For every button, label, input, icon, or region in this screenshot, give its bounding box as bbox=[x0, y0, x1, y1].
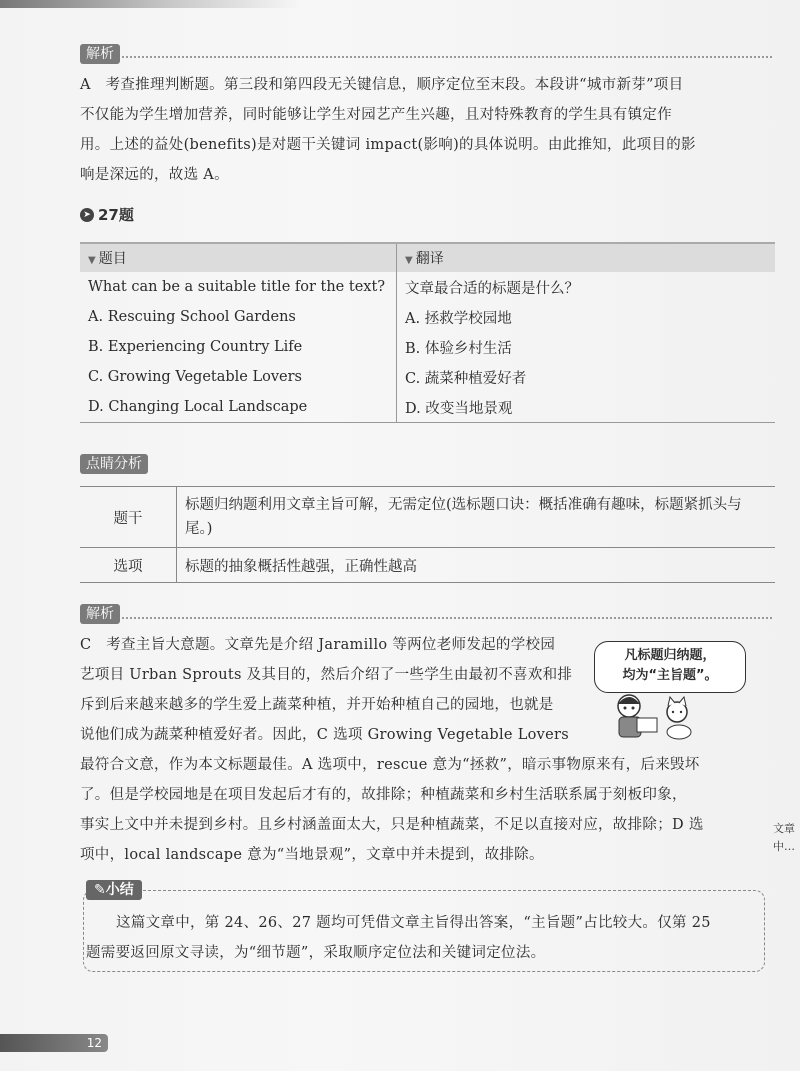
analysis-1-text bbox=[80, 70, 770, 190]
option-en: C. Growing Vegetable Lovers bbox=[88, 369, 302, 385]
row-label: 题干 bbox=[80, 487, 177, 548]
dotted-divider bbox=[122, 56, 772, 58]
question-zh: 文章最合适的标题是什么？ bbox=[397, 272, 776, 302]
analysis-1-line: A 考查推理判断题。第三段和第四段无关键信息，顺序定位至末段。本段讲“城市新芽”项目 bbox=[80, 77, 684, 93]
analysis-2-line: 斥到后来越来越多的学生爱上蔬菜种植，并开始种植自己的园地，也就是 bbox=[80, 697, 554, 713]
key-analysis-table bbox=[80, 486, 775, 583]
analysis-tag-2: 解析 bbox=[80, 604, 120, 624]
question-heading-label: 27题 bbox=[98, 206, 134, 224]
key-analysis-tag: 点睛分析 bbox=[80, 454, 148, 474]
option-en: B. Experiencing Country Life bbox=[88, 339, 303, 355]
question-table bbox=[80, 242, 775, 423]
analysis-2-line: 最符合文意，作为本文标题最佳。A 选项中，rescue 意为“拯救”，暗示事物原来有，后来毁坏 bbox=[80, 757, 700, 773]
triangle-down-icon: ▼ bbox=[405, 255, 413, 266]
analysis-1-line: 用。上述的益处(benefits)是对题干关键词 impact(影响)的具体说明。由此推知，此项目的影 bbox=[80, 137, 696, 153]
option-en: A. Rescuing School Gardens bbox=[88, 309, 296, 325]
row-text: 标题的抽象概括性越强，正确性越高 bbox=[177, 548, 776, 583]
top-shadow-strip bbox=[0, 0, 300, 8]
analysis-2-line: C 考查主旨大意题。文章先是介绍 Jaramillo 等两位老师发起的学校园 bbox=[80, 637, 556, 653]
column-header-question: ▼ 题目 bbox=[80, 243, 397, 272]
analysis-1-line: 响是深远的，故选 A。 bbox=[80, 167, 229, 183]
summary-text bbox=[86, 908, 756, 968]
option-zh: C. 蔬菜种植爱好者 bbox=[397, 362, 776, 392]
analysis-2-line: 了。但是学校园地是在项目发起后才有的，故排除；种植蔬菜和乡村生活联系属于刻板印象， bbox=[80, 787, 687, 803]
summary-line: 题需要返回原文寻读，为“细节题”，采取顺序定位法和关键词定位法。 bbox=[86, 945, 546, 961]
option-zh: D. 改变当地景观 bbox=[397, 392, 776, 423]
pencil-icon: ✎ bbox=[94, 882, 106, 898]
analysis-2-text-wide bbox=[80, 750, 770, 870]
table-row bbox=[80, 362, 775, 392]
table-row bbox=[80, 272, 775, 302]
option-en: D. Changing Local Landscape bbox=[80, 392, 397, 423]
page-number: 12 bbox=[0, 1034, 108, 1052]
table-row bbox=[80, 332, 775, 362]
option-zh: B. 体验乡村生活 bbox=[397, 332, 776, 362]
table-row bbox=[80, 487, 775, 548]
analysis-2-text-narrow bbox=[80, 630, 590, 750]
table-row bbox=[80, 548, 775, 583]
question-en: What can be a suitable title for the text? bbox=[88, 279, 386, 295]
analysis-1-line: 不仅能为学生增加营养，同时能够让学生对园艺产生兴趣，且对特殊教育的学生具有镇定作 bbox=[80, 107, 672, 123]
row-text: 标题归纳题利用文章主旨可解，无需定位(选标题口诀：概括准确有趣味，标题紧抓头与尾。) bbox=[177, 487, 776, 548]
arrow-circle-icon: ➤ bbox=[80, 208, 94, 222]
analysis-2-line: 说他们成为蔬菜种植爱好者。因此，C 选项 Growing Vegetable Lovers bbox=[80, 727, 570, 743]
analysis-2-line: 项中，local landscape 意为“当地景观”，文章中并未提到，故排除。 bbox=[80, 847, 544, 863]
triangle-down-icon: ▼ bbox=[88, 255, 96, 266]
analysis-2-line: 事实上文中并未提到乡村。且乡村涵盖面太大，只是种植蔬菜，不足以直接对应，故排除；D 选 bbox=[80, 817, 704, 833]
summary-tag: ✎小结 bbox=[86, 880, 142, 900]
row-label: 选项 bbox=[80, 548, 177, 583]
analysis-tag-1: 解析 bbox=[80, 44, 120, 64]
column-header-translation: ▼ 翻译 bbox=[397, 243, 776, 272]
margin-note: 文章中… bbox=[773, 822, 795, 853]
option-zh: A. 拯救学校园地 bbox=[397, 302, 776, 332]
speech-bubble: 凡标题归纳题， 均为“主旨题”。 bbox=[594, 641, 746, 693]
reader-cat-illustration bbox=[607, 690, 702, 740]
question-heading bbox=[80, 204, 134, 225]
dotted-divider bbox=[122, 617, 772, 619]
analysis-2-line: 艺项目 Urban Sprouts 及其目的，然后介绍了一些学生由最初不喜欢和排 bbox=[80, 667, 573, 683]
summary-line: 这篇文章中，第 24、26、27 题均可凭借文章主旨得出答案，“主旨题”占比较大。仅第 25 bbox=[116, 915, 711, 931]
table-row bbox=[80, 392, 775, 423]
table-row bbox=[80, 302, 775, 332]
